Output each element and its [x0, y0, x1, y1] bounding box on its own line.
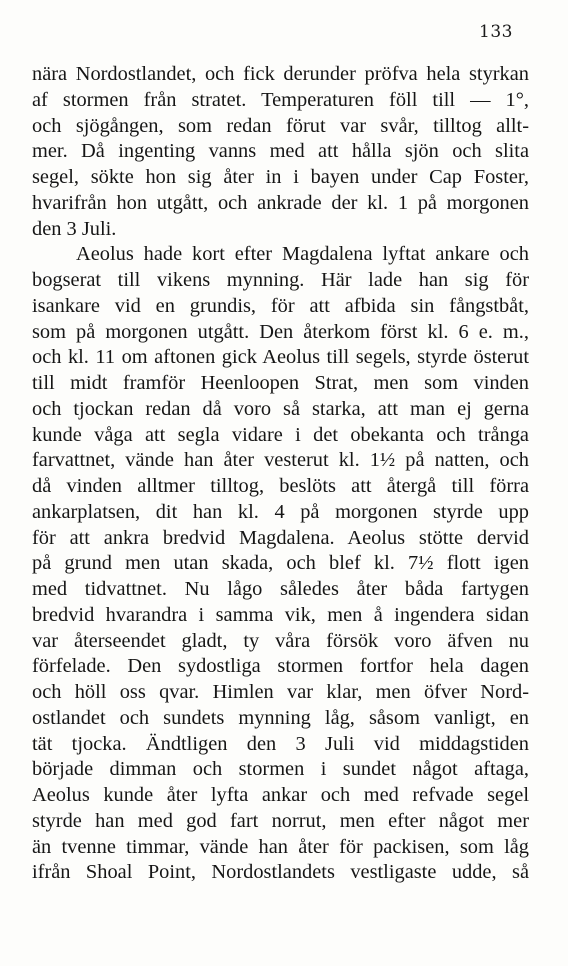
text-line: hvarifrån hon utgått, och ankrade der kl. 1 på morgonen — [32, 191, 529, 214]
text-line: Aeolus kunde åter lyfta ankar och med refvade segel — [32, 784, 529, 806]
text-line: bogserat till vikens mynning. Här lade han sig för — [32, 269, 529, 291]
text-line: den 3 Juli. — [32, 217, 117, 240]
text-line: med tidvattnet. Nu lågo således åter båda fartygen — [32, 578, 529, 600]
text-line: styrde han med god fart norrut, men efter något mer — [32, 809, 529, 832]
text-line: och kl. 11 om aftonen gick Aeolus till segels, styrde österut — [32, 346, 529, 369]
paragraph — [32, 62, 529, 242]
body-text — [32, 62, 529, 886]
text-line: och sjögången, som redan förut var svår, tilltog allt- — [32, 114, 529, 137]
text-line: mer. Då ingenting vanns med att hålla sjön och slita — [32, 140, 529, 163]
text-line: förfelade. Den sydostliga stormen fortfor hela dagen — [32, 655, 529, 678]
text-line: ifrån Shoal Point, Nordostlandets vestligaste udde, så — [32, 861, 529, 884]
text-line: kunde våga att segla vidare i det obekanta och trånga — [32, 423, 529, 446]
text-line: och höll oss qvar. Himlen var klar, men öfver Nord- — [32, 681, 529, 703]
text-line: af stormen från stratet. Temperaturen föll till — 1°, — [32, 88, 529, 111]
text-line: på grund men utan skada, och blef kl. 7½ flott igen — [32, 552, 529, 575]
text-line: Aeolus hade kort efter Magdalena lyftat ankare och — [76, 243, 529, 266]
text-line: då vinden alltmer tilltog, beslöts att återgå till förra — [32, 475, 529, 497]
text-line: ostlandet och sundets mynning låg, såsom vanligt, en — [32, 706, 529, 729]
text-line: började dimman och stormen i sundet något aftaga, — [32, 758, 529, 781]
text-line: som på morgonen utgått. Den återkom först kl. 6 e. m., — [32, 320, 529, 343]
text-line: för att ankra bredvid Magdalena. Aeolus stötte dervid — [32, 526, 529, 549]
text-line: farvattnet, vände han åter vesterut kl. 1½ på natten, och — [32, 449, 529, 472]
text-line: tät tjocka. Ändtligen den 3 Juli vid middagstiden — [32, 732, 529, 755]
text-line: och tjockan redan då voro så starka, att man ej gerna — [32, 397, 529, 420]
text-line: till midt framför Heenloopen Strat, men som vinden — [32, 372, 529, 394]
text-line: var återseendet gladt, ty våra försök voro äfven nu — [32, 629, 529, 652]
text-line: bredvid hvarandra i samma vik, men å ingendera sidan — [32, 603, 529, 626]
text-line: segel, sökte hon sig åter in i bayen under Cap Foster, — [32, 166, 529, 188]
text-line: nära Nordostlandet, och fick derunder pröfva hela styrkan — [32, 63, 529, 85]
text-line: isankare vid en grundis, för att afbida sin fångstbåt, — [32, 294, 529, 317]
paragraph — [32, 242, 529, 886]
text-line: ankarplatsen, dit han kl. 4 på morgonen styrde upp — [32, 500, 529, 523]
text-line: än tvenne timmar, vände han åter för packisen, som låg — [32, 835, 529, 858]
page-number: 133 — [479, 22, 513, 42]
